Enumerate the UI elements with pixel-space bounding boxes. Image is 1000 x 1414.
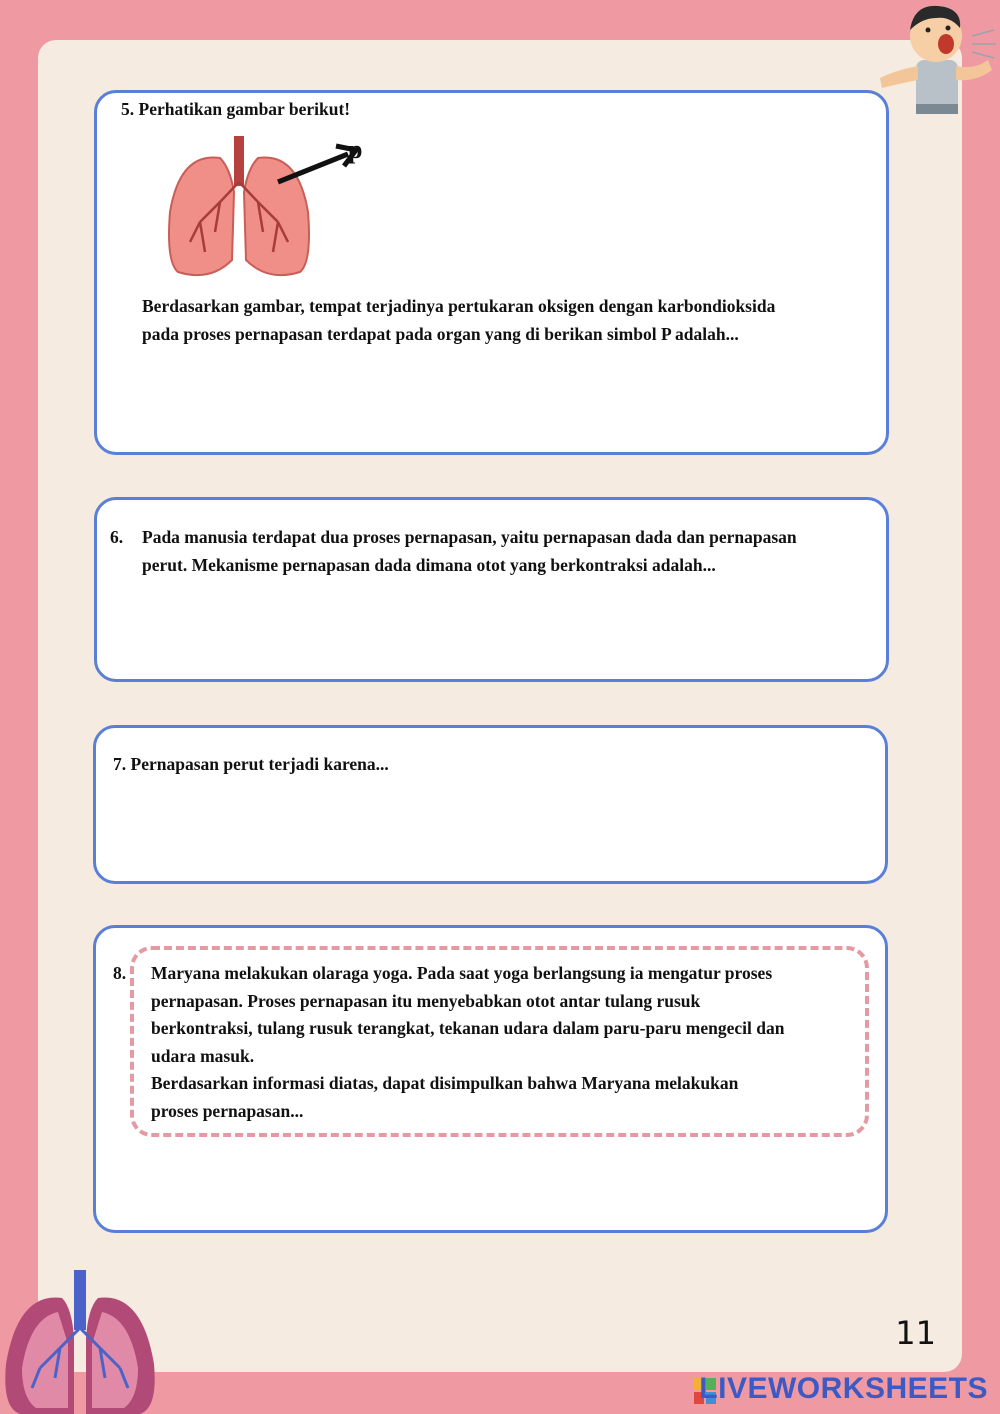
question-7-card xyxy=(93,725,888,884)
liveworksheets-brand[interactable]: LIVEWORKSHEETS xyxy=(699,1372,988,1405)
question-8-line-1: Maryana melakukan olaraga yoga. Pada saat yoga berlangsung ia mengatur proses xyxy=(151,963,773,983)
arrow-to-p xyxy=(270,140,360,190)
lungs-decoration xyxy=(0,1268,160,1414)
question-8-line-6: proses pernapasan... xyxy=(151,1101,304,1121)
question-5-line-1: Berdasarkan gambar, tempat terjadinya pertukaran oksigen dengan karbondioksida xyxy=(142,296,776,316)
question-5-title: 5. Perhatikan gambar berikut! xyxy=(121,99,351,119)
question-8-number: 8. xyxy=(113,963,127,983)
question-8-line-5: Berdasarkan informasi diatas, dapat disimpulkan bahwa Maryana melakukan xyxy=(151,1073,739,1093)
question-8-line-3: berkontraksi, tulang rusuk terangkat, tekanan udara dalam paru-paru mengecil dan xyxy=(151,1018,785,1038)
question-6-number: 6. xyxy=(110,527,124,547)
question-8-line-4: udara masuk. xyxy=(151,1046,255,1066)
question-8-line-2: pernapasan. Proses pernapasan itu menyebabkan otot antar tulang rusuk xyxy=(151,991,701,1011)
question-6-line-1: Pada manusia terdapat dua proses pernapasan, yaitu pernapasan dada dan pernapasan xyxy=(142,527,797,547)
question-6-line-2: perut. Mekanisme pernapasan dada dimana otot yang berkontraksi adalah... xyxy=(142,555,716,575)
question-5-line-2: pada proses pernapasan terdapat pada organ yang di berikan simbol P adalah... xyxy=(142,324,739,344)
boy-illustration xyxy=(876,0,1000,118)
label-p: p xyxy=(348,135,363,164)
question-7-title: 7. Pernapasan perut terjadi karena... xyxy=(113,754,389,774)
page-number: 11 xyxy=(895,1314,936,1352)
